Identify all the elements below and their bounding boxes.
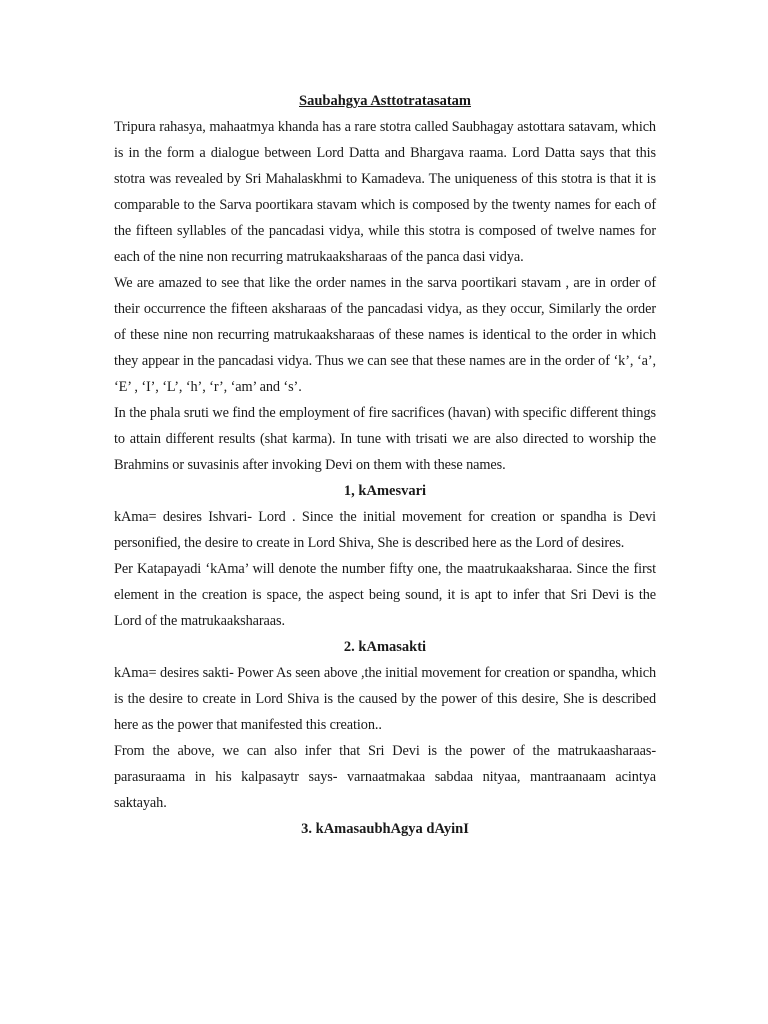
document-title: Saubahgya Asttotratasatam bbox=[299, 93, 471, 109]
section-1-paragraph-2: Per Katapayadi ‘kAma’ will denote the number fifty one, the maatrukaaksharaa. Since the first element in the creation is space, the aspect being sound, it is apt to infer that Sri Devi is the Lord of the matrukaaksharaas. bbox=[114, 561, 656, 629]
section-heading-3: 3. kAmasaubhAgya dAyinI bbox=[301, 821, 469, 837]
intro-paragraph-1: Tripura rahasya, mahaatmya khanda has a rare stotra called Saubhagay astottara satavam, which is in the form a dialogue between Lord Datta and Bhargava raama. Lord Datta says that this stotra was revealed by Sri Mahalaskhmi to Kamadeva. The uniqueness of this stotra is that it is comparable to the Sarva poortikara stavam which is composed by the twenty names for each of the fifteen syllables of the pancadasi vidya, while this stotra is composed of twelve names for each of the nine non recurring matrukaaksharaas of the panca dasi vidya. bbox=[114, 119, 656, 265]
intro-paragraph-3: In the phala sruti we find the employment of fire sacrifices (havan) with specific different things to attain different results (shat karma). In tune with trisati we are also directed to worship the Brahmins or suvasinis after invoking Devi on them with these names. bbox=[114, 405, 656, 473]
section-2-paragraph-2: From the above, we can also infer that Sri Devi is the power of the matrukaasharaas- parasuraama in his kalpasaytr says- varnaatmakaa sabdaa nityaa, mantraanaam acintya saktayah. bbox=[114, 743, 656, 811]
section-1-paragraph-1: kAma= desires Ishvari- Lord . Since the initial movement for creation or spandha is Devi personified, the desire to create in Lord Shiva, She is described here as the Lord of desires. bbox=[114, 509, 656, 551]
intro-paragraph-2: We are amazed to see that like the order names in the sarva poortikari stavam , are in order of their occurrence the fifteen aksharaas of the pancadasi vidya, as they occur, Similarly the order of these nine non recurring matrukaaksharaas of these names is identical to the order in which they appear in the pancadasi vidya. Thus we can see that these names are in the order of ‘k’, ‘a’, ‘E’ , ‘I’, ‘L’, ‘h’, ‘r’, ‘am’ and ‘s’. bbox=[114, 275, 656, 395]
section-heading-2: 2. kAmasakti bbox=[343, 639, 427, 655]
section-2-paragraph-1: kAma= desires sakti- Power As seen above ,the initial movement for creation or spandha, which is the desire to create in Lord Shiva is the caused by the power of this desire, She is described here as the power that manifested this creation.. bbox=[114, 665, 656, 733]
section-heading-1: 1, kAmesvari bbox=[343, 483, 427, 499]
